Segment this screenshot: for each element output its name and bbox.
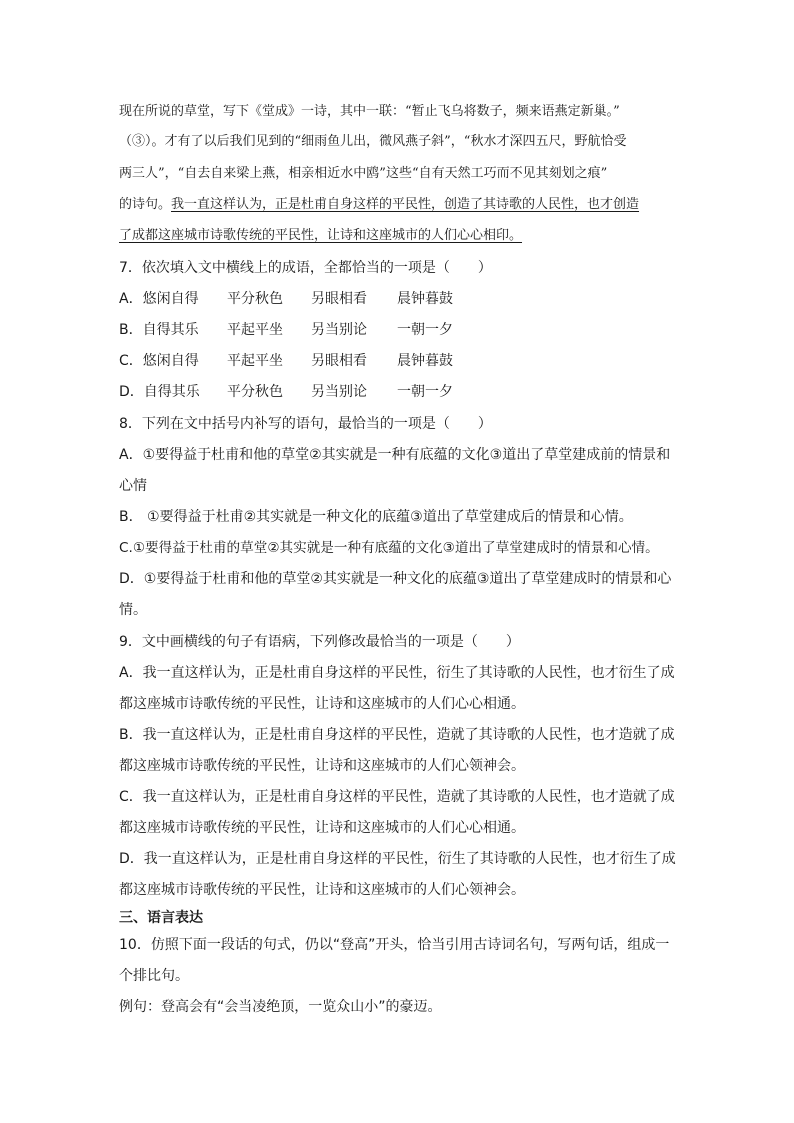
question-10-stem-cont: 个排比句。 xyxy=(119,968,189,984)
question-10-example: 例句：登高会有“会当凌绝顶，一览众山小”的豪迈。 xyxy=(119,999,442,1015)
passage-line-4 xyxy=(119,195,639,215)
question-8-option-d-cont: 情。 xyxy=(119,602,147,618)
question-7-stem: 7．依次填入文中横线上的成语，全都恰当的一项是（ ） xyxy=(119,260,492,276)
q7-d-word-4: 一朝一夕 xyxy=(397,384,453,400)
question-9-option-b-cont: 都这座城市诗歌传统的平民性，让诗和这座城市的人们心领神会。 xyxy=(119,758,525,774)
underlined-sentence-part-1: 我一直这样认为，正是杜甫自身这样的平民性，创造了其诗歌的人民性，也才创造 xyxy=(171,197,640,212)
passage-line-1: 现在所说的草堂，写下《堂成》一诗，其中一联：“暂止飞乌将数子，频来语燕定新巢。” xyxy=(119,104,620,119)
q7-b-word-1: B．自得其乐 xyxy=(119,322,199,338)
q7-a-word-4: 晨钟暮鼓 xyxy=(397,291,453,307)
question-9-option-a: A．我一直这样认为，正是杜甫自身这样的平民性，衍生了其诗歌的人民性，也才衍生了成 xyxy=(119,665,675,681)
question-9-option-a-cont: 都这座城市诗歌传统的平民性，让诗和这座城市的人们心心相通。 xyxy=(119,696,525,712)
question-8-option-a-cont: 心情 xyxy=(119,478,147,494)
question-9-stem: 9．文中画横线的句子有语病，下列修改最恰当的一项是（ ） xyxy=(119,634,520,650)
q7-a-word-2: 平分秋色 xyxy=(227,291,283,307)
q7-c-word-1: C．悠闲自得 xyxy=(119,353,199,369)
q7-d-word-2: 平分秋色 xyxy=(227,384,283,400)
q7-a-word-1: A．悠闲自得 xyxy=(119,291,199,307)
question-7-option-d xyxy=(119,382,453,402)
question-9-option-d-cont: 都这座城市诗歌传统的平民性，让诗和这座城市的人们心领神会。 xyxy=(119,882,525,898)
passage-line-2: （③）。才有了以后我们见到的“细雨鱼儿出，微风燕子斜”，“秋水才深四五尺，野航恰受 xyxy=(119,134,627,149)
question-9-option-c: C．我一直这样认为，正是杜甫自身这样的平民性，造就了其诗歌的人民性，也才造就了成 xyxy=(119,789,675,805)
question-8-option-c: C.①要得益于杜甫的草堂②其实就是一种有底蕴的文化③道出了草堂建成时的情景和心情。 xyxy=(119,540,659,556)
passage-line-3: 两三人”，“自去自来梁上燕，相亲相近水中鸥”这些“自有天然工巧而不见其刻划之痕” xyxy=(119,166,608,181)
underlined-sentence-part-2: 了成都这座城市诗歌传统的平民性，让诗和这座城市的人们心心相印。 xyxy=(119,228,523,243)
question-9-option-d: D．我一直这样认为，正是杜甫自身这样的平民性，衍生了其诗歌的人民性，也才衍生了成 xyxy=(119,851,676,867)
question-9-option-b: B．我一直这样认为，正是杜甫自身这样的平民性，造就了其诗歌的人民性，也才造就了成 xyxy=(119,727,675,743)
q7-b-word-3: 另当别论 xyxy=(311,322,367,338)
passage-line-4-text: 的诗句。 xyxy=(119,197,172,212)
question-7-option-c xyxy=(119,351,453,371)
q7-c-word-4: 晨钟暮鼓 xyxy=(397,353,453,369)
question-10-stem: 10．仿照下面一段话的句式，仍以“登高”开头，恰当引用古诗词名句，写两句话，组成一 xyxy=(119,937,670,953)
question-8-option-d: D．①要得益于杜甫和他的草堂②其实就是一种文化的底蕴③道出了草堂建成时的情景和心 xyxy=(119,571,672,587)
q7-c-word-3: 另眼相看 xyxy=(311,353,367,369)
q7-a-word-3: 另眼相看 xyxy=(311,291,367,307)
question-8-option-a: A．①要得益于杜甫和他的草堂②其实就是一种有底蕴的文化③道出了草堂建成前的情景和 xyxy=(119,447,671,463)
q7-b-word-2: 平起平坐 xyxy=(227,322,283,338)
question-8-option-b: B． ①要得益于杜甫②其实就是一种文化的底蕴③道出了草堂建成后的情景和心情。 xyxy=(119,509,633,525)
q7-c-word-2: 平起平坐 xyxy=(227,353,283,369)
question-8-stem: 8．下列在文中括号内补写的语句，最恰当的一项是（ ） xyxy=(119,416,492,432)
q7-d-word-1: D．自得其乐 xyxy=(119,384,200,400)
question-7-option-a xyxy=(119,289,453,309)
section-heading: 三、语言表达 xyxy=(119,910,203,926)
question-7-option-b xyxy=(119,320,453,340)
q7-b-word-4: 一朝一夕 xyxy=(397,322,453,338)
q7-d-word-3: 另当别论 xyxy=(311,384,367,400)
question-9-option-c-cont: 都这座城市诗歌传统的平民性，让诗和这座城市的人们心心相通。 xyxy=(119,820,525,836)
